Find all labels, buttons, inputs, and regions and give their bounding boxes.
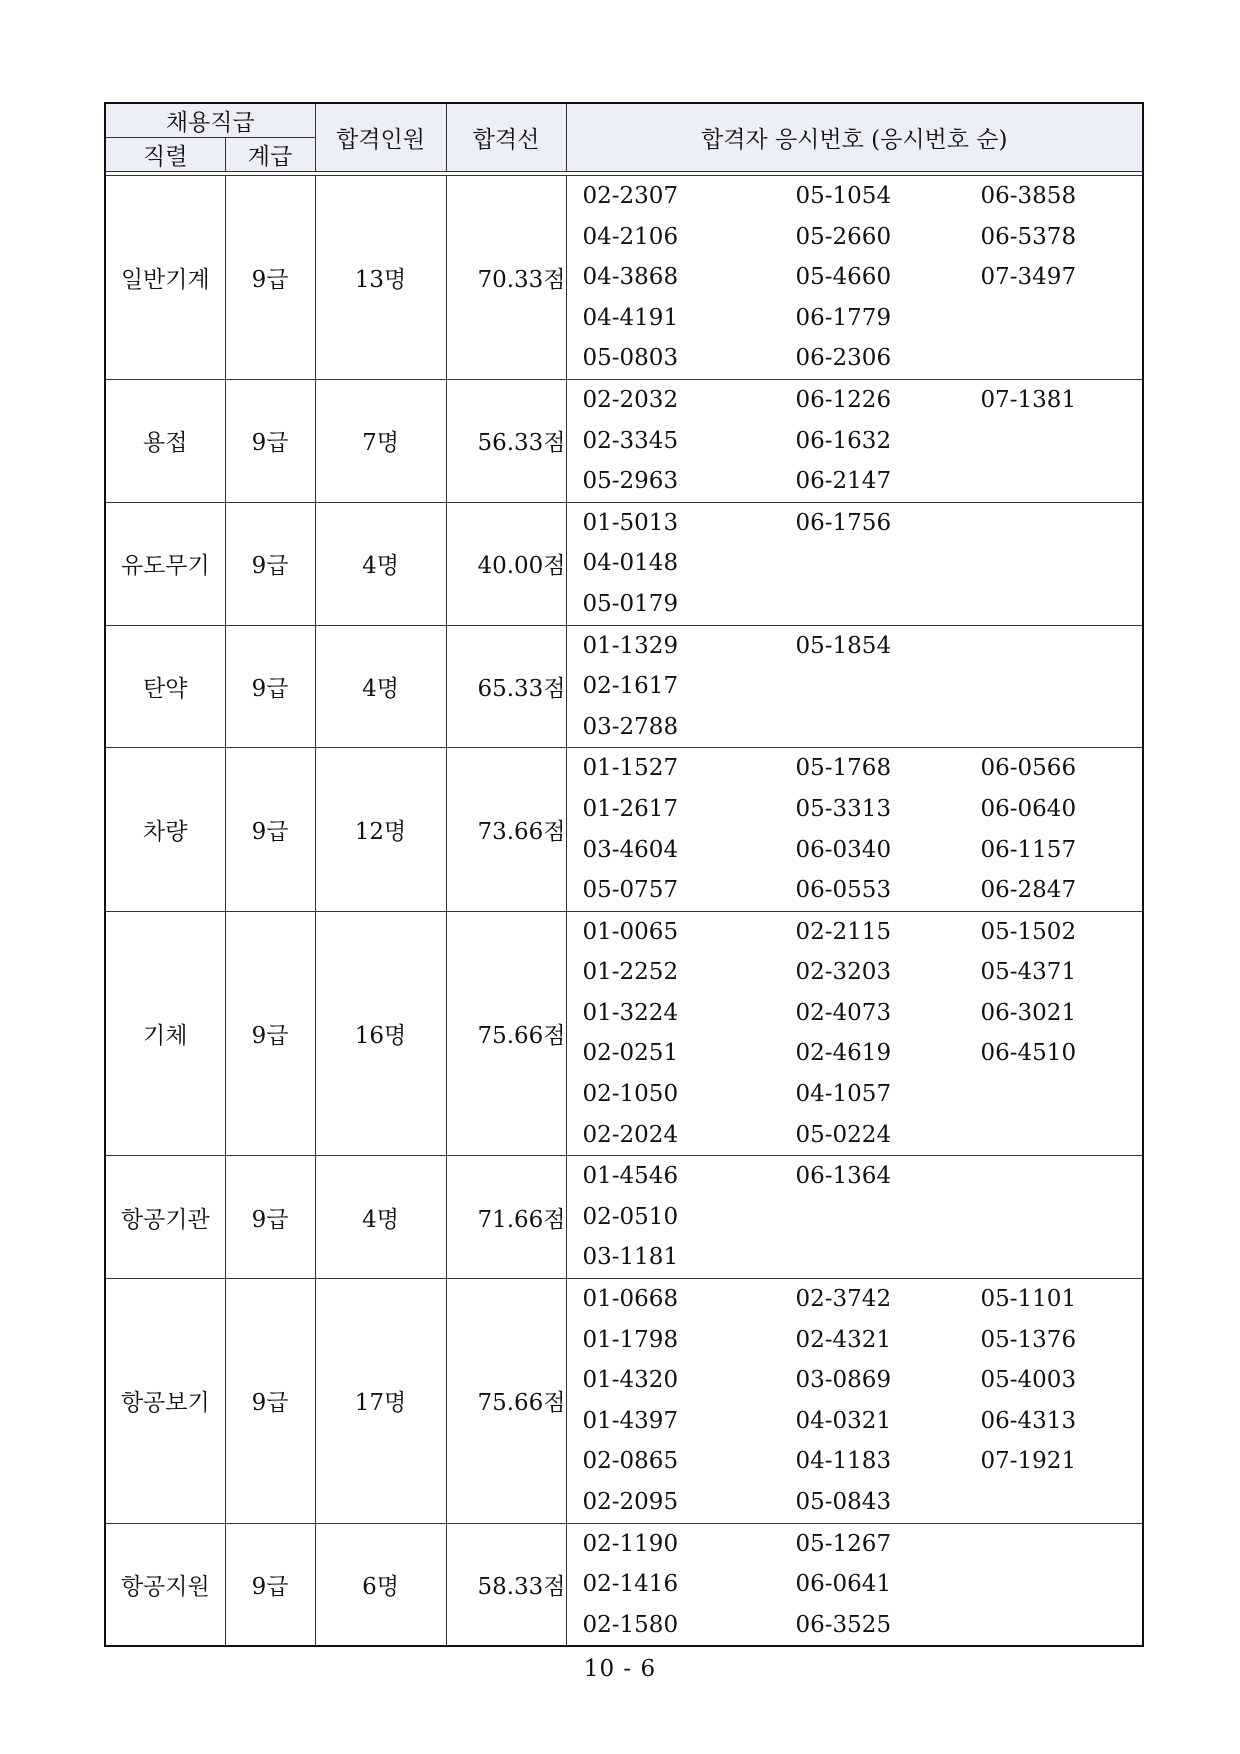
exam-number: 02-3345 xyxy=(582,427,679,454)
table-row xyxy=(105,379,1143,502)
numbers-grid xyxy=(567,748,1143,910)
numbers-grid xyxy=(567,1524,1143,1646)
exam-number xyxy=(965,1197,1144,1238)
exam-number xyxy=(780,1237,965,1278)
job-cell: 항공보기 xyxy=(105,1279,225,1524)
exam-number: 01-1798 xyxy=(582,1326,679,1353)
exam-number xyxy=(965,584,1144,625)
header-position-group: 채용직급 xyxy=(105,103,315,138)
numbers-grid xyxy=(567,626,1143,748)
numbers-cell xyxy=(566,1156,1143,1279)
exam-number: 05-4371 xyxy=(980,959,1077,986)
table-row xyxy=(105,1156,1143,1279)
job-cell: 유도무기 xyxy=(105,502,225,625)
exam-number: 01-1329 xyxy=(582,632,679,659)
exam-number: 03-1181 xyxy=(582,1244,679,1271)
exam-number: 05-0179 xyxy=(582,590,679,617)
exam-number: 06-4313 xyxy=(980,1407,1077,1434)
cutoff-cell: 71.66점 xyxy=(446,1156,566,1279)
exam-number: 02-1617 xyxy=(582,673,679,700)
exam-number: 01-5013 xyxy=(582,509,679,536)
exam-number: 02-4073 xyxy=(795,999,892,1026)
job-cell: 탄약 xyxy=(105,625,225,748)
exam-number: 02-3203 xyxy=(795,959,892,986)
numbers-grid xyxy=(567,912,1143,1156)
exam-number: 05-1267 xyxy=(795,1530,892,1557)
exam-number: 07-1381 xyxy=(980,386,1077,413)
job-cell: 일반기계 xyxy=(120,266,210,293)
exam-number xyxy=(965,1605,1144,1646)
exam-number xyxy=(780,666,965,707)
count-cell: 4명 xyxy=(315,625,446,748)
exam-number xyxy=(780,1197,965,1238)
cutoff-cell: 58.33점 xyxy=(446,1523,566,1646)
count-cell: 13명 xyxy=(315,176,446,380)
exam-number xyxy=(965,543,1144,584)
grade-cell: 9급 xyxy=(225,748,315,911)
exam-number xyxy=(965,707,1144,748)
exam-number: 02-4321 xyxy=(795,1326,892,1353)
exam-number: 02-1190 xyxy=(582,1530,679,1557)
exam-number: 06-0340 xyxy=(795,836,892,863)
exam-number xyxy=(780,707,965,748)
exam-number: 01-0065 xyxy=(582,918,679,945)
exam-number xyxy=(965,298,1144,339)
exam-number: 07-3497 xyxy=(980,264,1077,291)
count-cell: 6명 xyxy=(315,1523,446,1646)
exam-number: 06-2306 xyxy=(795,345,892,372)
exam-number xyxy=(965,626,1144,667)
cutoff-cell: 75.66점 xyxy=(446,1279,566,1524)
exam-number: 04-1057 xyxy=(795,1081,892,1108)
exam-number: 05-0803 xyxy=(582,345,679,372)
exam-number xyxy=(965,1115,1144,1156)
exam-number: 06-1226 xyxy=(795,386,892,413)
table-row xyxy=(105,502,1143,625)
exam-number xyxy=(965,1074,1144,1115)
grade-cell: 9급 xyxy=(225,1156,315,1279)
exam-number: 06-0553 xyxy=(795,877,892,904)
cutoff-cell: 73.66점 xyxy=(446,748,566,911)
count-cell: 4명 xyxy=(315,1156,446,1279)
grade-cell: 9급 xyxy=(225,911,315,1156)
page-number: 10 - 6 xyxy=(583,1656,657,1682)
exam-number: 06-2847 xyxy=(980,877,1077,904)
exam-number: 02-1050 xyxy=(582,1081,679,1108)
numbers-grid xyxy=(567,380,1143,502)
exam-number: 06-1779 xyxy=(795,304,892,331)
exam-number: 02-2024 xyxy=(582,1121,679,1148)
numbers-cell xyxy=(566,379,1143,502)
exam-number: 06-5378 xyxy=(980,223,1077,250)
exam-number: 06-0640 xyxy=(980,795,1077,822)
exam-number: 02-1580 xyxy=(582,1611,679,1638)
exam-number: 03-2788 xyxy=(582,713,679,740)
exam-number: 06-3858 xyxy=(980,183,1077,209)
exam-number: 06-1157 xyxy=(980,836,1077,863)
table-row xyxy=(105,911,1143,1156)
exam-number: 05-4003 xyxy=(980,1367,1077,1394)
exam-number: 01-1527 xyxy=(582,755,679,782)
exam-number: 06-1756 xyxy=(795,509,892,536)
count-cell: 4명 xyxy=(315,502,446,625)
numbers-grid xyxy=(567,503,1143,625)
cutoff-cell: 70.33점 xyxy=(446,176,566,380)
exam-number: 02-4619 xyxy=(795,1040,892,1067)
exam-number: 05-1376 xyxy=(980,1326,1077,1353)
exam-number xyxy=(965,1237,1144,1278)
exam-number: 02-0251 xyxy=(582,1040,679,1067)
grade-cell: 9급 xyxy=(225,1279,315,1524)
count-cell: 7명 xyxy=(315,379,446,502)
exam-number: 06-2147 xyxy=(795,468,892,495)
exam-number xyxy=(965,1564,1144,1605)
exam-number xyxy=(780,584,965,625)
exam-number: 04-4191 xyxy=(582,304,679,331)
exam-number xyxy=(965,503,1144,544)
exam-number xyxy=(965,338,1144,379)
exam-number: 01-0668 xyxy=(582,1286,679,1313)
results-table xyxy=(104,102,1144,1647)
exam-number xyxy=(965,1156,1144,1197)
exam-number: 06-1364 xyxy=(795,1163,892,1190)
exam-number xyxy=(965,461,1144,502)
table-row xyxy=(105,176,1143,380)
exam-number xyxy=(965,1482,1144,1523)
exam-number: 05-2963 xyxy=(582,468,679,495)
numbers-grid xyxy=(567,1156,1143,1278)
numbers-cell xyxy=(566,748,1143,911)
exam-number: 06-1632 xyxy=(795,427,892,454)
exam-number: 05-2660 xyxy=(795,223,892,250)
job-cell: 차량 xyxy=(105,748,225,911)
exam-number: 05-4660 xyxy=(795,264,892,291)
exam-number: 04-1183 xyxy=(795,1448,892,1475)
exam-number xyxy=(965,1524,1144,1565)
numbers-cell xyxy=(566,911,1143,1156)
cutoff-cell: 65.33점 xyxy=(446,625,566,748)
numbers-cell xyxy=(566,176,1143,380)
header-numbers: 합격자 응시번호 (응시번호 순) xyxy=(566,103,1143,172)
exam-number: 05-1854 xyxy=(795,632,892,659)
cutoff-cell: 56.33점 xyxy=(446,379,566,502)
exam-number: 01-2617 xyxy=(582,795,679,822)
numbers-grid xyxy=(567,176,1143,379)
exam-number: 05-0224 xyxy=(795,1121,892,1148)
table-row xyxy=(105,1279,1143,1524)
exam-number: 03-0869 xyxy=(795,1367,892,1394)
count-cell: 12명 xyxy=(315,748,446,911)
exam-number: 02-2307 xyxy=(582,183,679,209)
grade-cell: 9급 xyxy=(225,625,315,748)
exam-number: 01-4546 xyxy=(582,1163,679,1190)
exam-number: 02-2115 xyxy=(795,918,892,945)
exam-number: 05-1768 xyxy=(795,755,892,782)
exam-number: 01-4397 xyxy=(582,1407,679,1434)
grade-cell: 9급 xyxy=(225,502,315,625)
grade-cell: 9급 xyxy=(225,379,315,502)
table-row xyxy=(105,625,1143,748)
cutoff-cell: 40.00점 xyxy=(446,502,566,625)
numbers-cell xyxy=(566,1279,1143,1524)
numbers-grid xyxy=(567,1279,1143,1523)
exam-number: 01-3224 xyxy=(582,999,679,1026)
exam-number: 05-0757 xyxy=(582,877,679,904)
job-cell: 항공기관 xyxy=(105,1156,225,1279)
header-grade: 계급 xyxy=(225,138,315,172)
exam-number: 06-3021 xyxy=(980,999,1077,1026)
table-header xyxy=(105,103,1143,176)
exam-number: 04-2106 xyxy=(582,223,679,250)
exam-number xyxy=(965,421,1144,462)
exam-number: 05-1502 xyxy=(980,918,1077,945)
exam-number: 05-1101 xyxy=(980,1286,1077,1313)
exam-number: 02-1416 xyxy=(582,1571,679,1598)
table-row xyxy=(105,1523,1143,1646)
exam-number: 06-0641 xyxy=(795,1571,892,1598)
header-job: 직렬 xyxy=(105,138,225,172)
exam-number: 07-1921 xyxy=(980,1448,1077,1475)
header-cutoff: 합격선 xyxy=(446,103,566,172)
exam-number: 04-0321 xyxy=(795,1407,892,1434)
exam-number: 02-3742 xyxy=(795,1286,892,1313)
exam-number: 02-2032 xyxy=(582,386,679,413)
count-cell: 17명 xyxy=(315,1279,446,1524)
table-row xyxy=(105,748,1143,911)
count-cell: 16명 xyxy=(315,911,446,1156)
exam-number: 02-0865 xyxy=(582,1448,679,1475)
exam-number: 01-4320 xyxy=(582,1367,679,1394)
cutoff-cell: 75.66점 xyxy=(446,911,566,1156)
exam-number: 05-0843 xyxy=(795,1489,892,1515)
header-count: 합격인원 xyxy=(315,103,446,172)
numbers-cell xyxy=(566,1523,1143,1646)
job-cell: 기체 xyxy=(105,911,225,1156)
numbers-cell xyxy=(566,625,1143,748)
exam-number: 02-2095 xyxy=(582,1489,679,1515)
exam-number: 05-3313 xyxy=(795,795,892,822)
numbers-cell xyxy=(566,502,1143,625)
job-cell: 용접 xyxy=(105,379,225,502)
exam-number: 06-4510 xyxy=(980,1040,1077,1067)
exam-number: 01-2252 xyxy=(582,959,679,986)
exam-number: 04-0148 xyxy=(582,550,679,577)
exam-number: 02-0510 xyxy=(582,1203,679,1230)
grade-cell: 9급 xyxy=(225,176,315,380)
exam-number: 03-4604 xyxy=(582,836,679,863)
job-cell: 항공지원 xyxy=(105,1523,225,1646)
exam-number xyxy=(965,666,1144,707)
exam-number: 05-1054 xyxy=(795,183,892,209)
exam-number: 06-0566 xyxy=(980,755,1077,782)
grade-cell: 9급 xyxy=(225,1523,315,1646)
table-body xyxy=(105,176,1143,1647)
exam-number: 06-3525 xyxy=(795,1611,892,1638)
exam-number xyxy=(780,543,965,584)
exam-number: 04-3868 xyxy=(582,264,679,291)
